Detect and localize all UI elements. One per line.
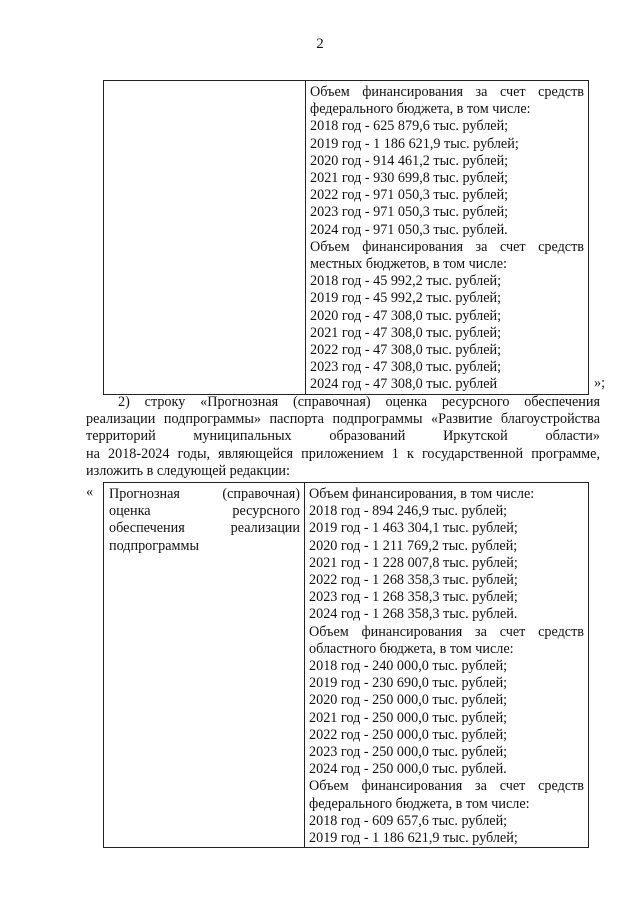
- table1-line: 2024 год - 971 050,3 тыс. рублей.: [310, 221, 508, 238]
- closing-quote: »;: [594, 375, 606, 391]
- table1-line: 2020 год - 47 308,0 тыс. рублей;: [310, 307, 502, 324]
- table2-funding-cell: [305, 483, 589, 848]
- opening-quote: «: [86, 484, 94, 500]
- table2-line: 2018 год - 609 657,6 тыс. рублей;: [309, 812, 508, 829]
- table1-line: Объем финансирования за счет средств: [310, 238, 584, 255]
- table2-line: Объем финансирования за счет средств: [309, 778, 584, 795]
- table2-line: 2020 год - 1 211 769,2 тыс. рублей;: [309, 537, 518, 554]
- paragraph-line: реализации подпрограммы» паспорта подпрограммы «Развитие благоустройства: [86, 411, 600, 428]
- table2-line: 2018 год - 240 000,0 тыс. рублей;: [309, 658, 508, 675]
- table1-line: 2022 год - 47 308,0 тыс. рублей;: [310, 342, 502, 359]
- paragraph-line: изложить в следующей редакции:: [86, 462, 290, 479]
- table2-line: Объем финансирования, в том числе:: [309, 486, 535, 502]
- table1-line: 2020 год - 914 461,2 тыс. рублей;: [310, 152, 509, 169]
- table1-line: федерального бюджета, в том числе:: [310, 101, 531, 118]
- table1-line: 2019 год - 1 186 621,9 тыс. рублей;: [310, 135, 519, 152]
- table2-line: 2024 год - 1 268 358,3 тыс. рублей.: [309, 606, 518, 623]
- table1-line: местных бюджетов, в том числе:: [310, 256, 507, 273]
- table2-line: 2023 год - 1 268 358,3 тыс. рублей;: [309, 589, 518, 606]
- table2-line: 2018 год - 894 246,9 тыс. рублей;: [309, 503, 508, 520]
- table2-line: 2023 год - 250 000,0 тыс. рублей;: [309, 744, 508, 761]
- row-title-line: подпрограммы: [109, 537, 199, 554]
- table1-line: 2023 год - 971 050,3 тыс. рублей;: [310, 204, 509, 221]
- table1-line: 2018 год - 45 992,2 тыс. рублей;: [310, 273, 502, 290]
- table1-line: Объем финансирования за счет средств: [310, 84, 584, 100]
- row-title-line: оценка ресурсного: [109, 503, 300, 520]
- table1-line: 2021 год - 930 699,8 тыс. рублей;: [310, 170, 509, 187]
- table2-line: 2021 год - 250 000,0 тыс. рублей;: [309, 709, 508, 726]
- paragraph-line: 2) строку «Прогнозная (справочная) оценка ресурсного обеспечения: [118, 394, 600, 410]
- table1-funding-cell: [306, 81, 589, 395]
- table1-line: 2023 год - 47 308,0 тыс. рублей;: [310, 359, 502, 376]
- row-title-line: обеспечения реализации: [109, 520, 300, 537]
- paragraph-line: территорий муниципальных образований Иркутской области»: [86, 428, 600, 445]
- table2-line: областного бюджета, в том числе:: [309, 640, 514, 657]
- table2-line: 2019 год - 230 690,0 тыс. рублей;: [309, 675, 508, 692]
- table2-line: 2024 год - 250 000,0 тыс. рублей.: [309, 761, 507, 778]
- table2-line: 2021 год - 1 228 007,8 тыс. рублей;: [309, 554, 518, 571]
- table2-line: 2020 год - 250 000,0 тыс. рублей;: [309, 692, 508, 709]
- table2-line: 2022 год - 250 000,0 тыс. рублей;: [309, 726, 508, 743]
- row-title-line: Прогнозная (справочная): [109, 486, 300, 502]
- table2-line: 2019 год - 1 186 621,9 тыс. рублей;: [309, 830, 518, 847]
- table1-line: 2018 год - 625 879,6 тыс. рублей;: [310, 118, 509, 135]
- table1-line: 2022 год - 971 050,3 тыс. рублей;: [310, 187, 509, 204]
- table1-line: 2019 год - 45 992,2 тыс. рублей;: [310, 290, 502, 307]
- table2-row-title: [104, 483, 305, 848]
- table2-line: федерального бюджета, в том числе:: [309, 795, 530, 812]
- table2-line: 2019 год - 1 463 304,1 тыс. рублей;: [309, 520, 518, 537]
- paragraph-line: на 2018-2024 годы, являющейся приложением 1 к государственной программе,: [86, 445, 600, 462]
- funding-table-continued: [103, 80, 589, 395]
- table1-line: 2021 год - 47 308,0 тыс. рублей;: [310, 324, 502, 341]
- funding-table-new: [103, 482, 589, 848]
- table2-line: Объем финансирования за счет средств: [309, 623, 584, 640]
- table1-left-cell: [104, 81, 306, 395]
- amendment-paragraph: [86, 394, 600, 480]
- table2-line: 2022 год - 1 268 358,3 тыс. рублей;: [309, 572, 518, 589]
- page-number: 2: [316, 36, 324, 52]
- table1-line: 2024 год - 47 308,0 тыс. рублей: [310, 376, 498, 393]
